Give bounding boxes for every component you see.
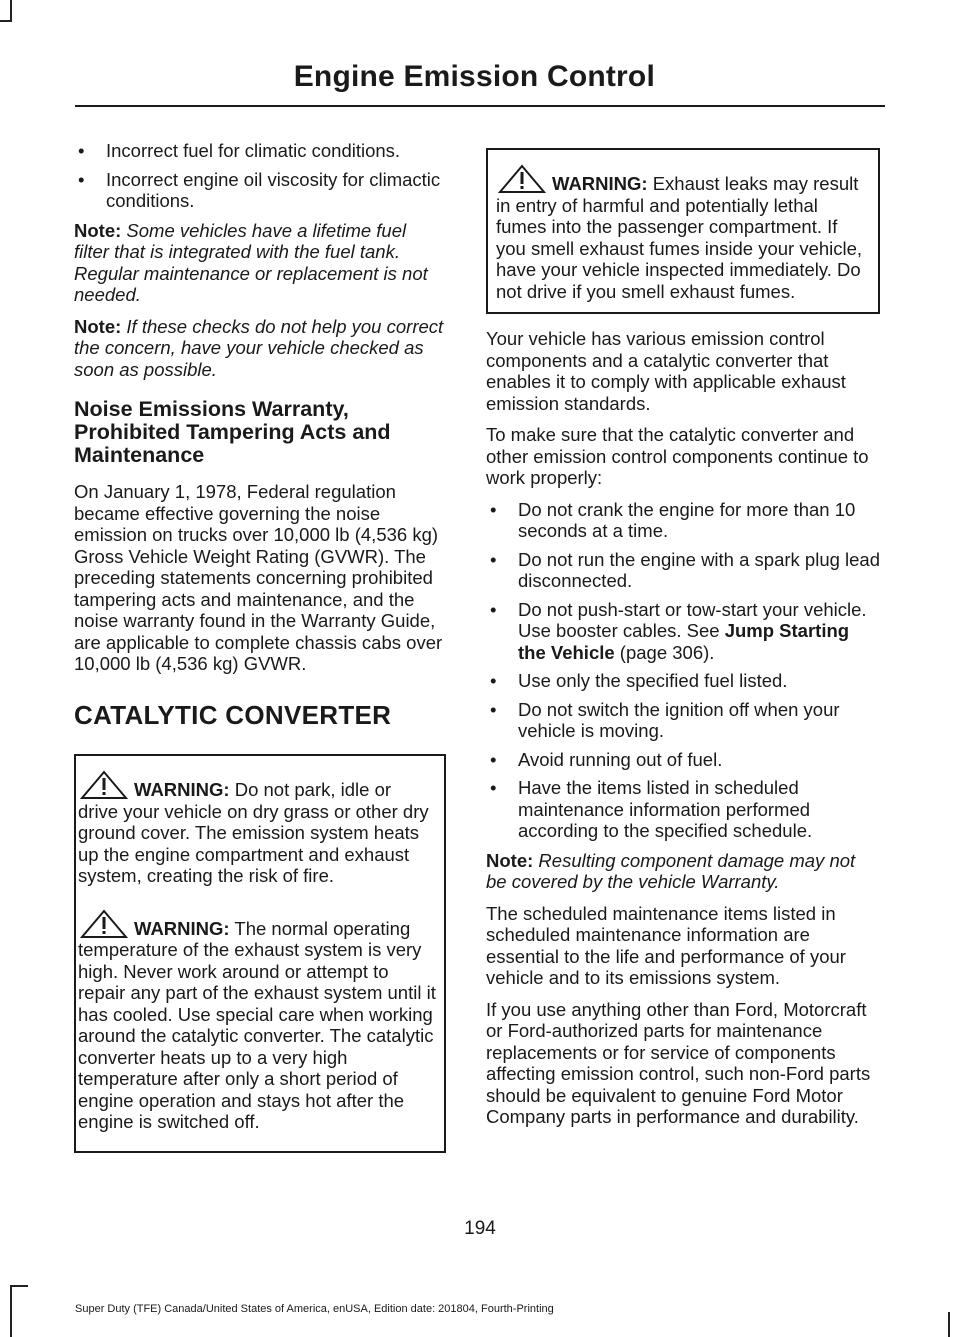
warning-text: The normal operating temperature of the exhaust system is very high. Never work around or attempt to repair any part of the exhaust system until it has cooled. Use special care when working around the catalytic converter. The catalytic converter heats up to a very high temperature after only a short period of engine operation and stays hot after the engine is switched off.: [78, 917, 436, 1132]
warning-triangle-icon: [78, 909, 130, 939]
list-item: • Incorrect engine oil viscosity for climactic conditions.: [74, 169, 446, 212]
header-rule: [75, 105, 885, 107]
list-item: • Do not crank the engine for more than 10 seconds at a time.: [486, 499, 880, 542]
warning-item: [78, 770, 436, 887]
body-paragraph: To make sure that the catalytic converter and other emission control components continue to work properly:: [486, 424, 869, 488]
list-item: • Do not run the engine with a spark plug lead disconnected.: [486, 549, 880, 592]
note-text: Resulting component damage may not be covered by the vehicle Warranty.: [486, 849, 856, 892]
warning-box: [74, 905, 446, 1153]
section-heading-catalytic: CATALYTIC CONVERTER: [74, 699, 392, 730]
section-heading-noise: Noise Emissions Warranty, Prohibited Tampering Acts and Maintenance: [74, 397, 391, 467]
crop-mark: [948, 1312, 950, 1337]
note-label: Note:: [74, 315, 122, 337]
precaution-list: [486, 499, 880, 842]
warning-text: Do not park, idle or drive your vehicle on dry grass or other dry ground cover. The emission system heats up the engine compartment and exhaust system, creating the risk of fire.: [78, 779, 429, 886]
right-column: [486, 148, 880, 1138]
list-item: • Use only the specified fuel listed.: [486, 670, 880, 692]
list-item: [486, 599, 880, 664]
body-paragraph: On January 1, 1978, Federal regulation became effective governing the noise emission on trucks over 10,000 lb (4,536 kg) Gross Vehicle Weight Rating (GVWR). The preceding statements concerning prohibited tampering acts and maintenance, and the noise warranty found in the Warranty Guide, are applicable to complete chassis cabs over 10,000 lb (4,536 kg) GVWR.: [74, 481, 443, 674]
cross-reference-link[interactable]: Jump Starting the Vehicle: [518, 620, 850, 663]
warning-box: [74, 754, 446, 905]
note-label: Note:: [486, 849, 534, 871]
list-item: • Incorrect fuel for climatic conditions.: [74, 140, 446, 162]
body-paragraph: The scheduled maintenance items listed in scheduled maintenance information are essential to the life and performance of your vehicle and to its emissions system.: [486, 902, 846, 988]
warning-item: [496, 164, 870, 302]
crop-mark: [0, 20, 12, 22]
warning-label: WARNING:: [552, 173, 648, 194]
warning-box: [486, 148, 880, 314]
list-item: • Avoid running out of fuel.: [486, 749, 880, 771]
warning-label: WARNING:: [134, 779, 230, 800]
note-paragraph: [74, 316, 446, 381]
note-text: If these checks do not help you correct the concern, have your vehicle checked as soon as possible.: [74, 315, 444, 380]
page-header-title: Engine Emission Control: [293, 60, 655, 93]
list-item: • Do not switch the ignition off when your vehicle is moving.: [486, 699, 880, 742]
page-reference: (page 306).: [614, 641, 715, 663]
left-column: [74, 140, 446, 1167]
warning-label: WARNING:: [134, 917, 230, 939]
note-paragraph: [74, 220, 446, 306]
note-paragraph: [486, 850, 880, 893]
page-number: 194: [464, 1218, 496, 1239]
note-label: Note:: [74, 219, 122, 241]
condition-list: [74, 140, 446, 212]
list-item: • Have the items listed in scheduled maintenance information performed according to the specified schedule.: [486, 777, 880, 842]
body-paragraph: Your vehicle has various emission control components and a catalytic converter that enables it to comply with applicable exhaust emission standards.: [486, 328, 846, 414]
crop-mark: [10, 0, 12, 22]
warning-triangle-icon: [78, 770, 130, 800]
footer-edition: Super Duty (TFE) Canada/United States of America, enUSA, Edition date: 201804, Fourth-Printing: [75, 1303, 554, 1315]
warning-text: Exhaust leaks may result in entry of harmful and potentially lethal fumes into the passenger compartment. If you smell exhaust fumes inside your vehicle, have your vehicle inspected immediately. Do not drive if you smell exhaust fumes.: [496, 173, 863, 302]
list-item-text: Do not push-start or tow-start your vehicle. Use booster cables. See: [518, 598, 867, 641]
warning-triangle-icon: [496, 164, 548, 194]
note-text: Some vehicles have a lifetime fuel filter that is integrated with the fuel tank. Regular maintenance or replacement is not needed.: [74, 219, 428, 305]
crop-mark: [10, 1285, 12, 1337]
warning-item: [78, 909, 436, 1133]
crop-mark: [10, 1285, 28, 1287]
body-paragraph: If you use anything other than Ford, Motorcraft or Ford-authorized parts for maintenance replacements or for service of components affecting emission control, such non-Ford parts should be equivalent to genuine Ford Motor Company parts in performance and durability.: [486, 998, 871, 1127]
